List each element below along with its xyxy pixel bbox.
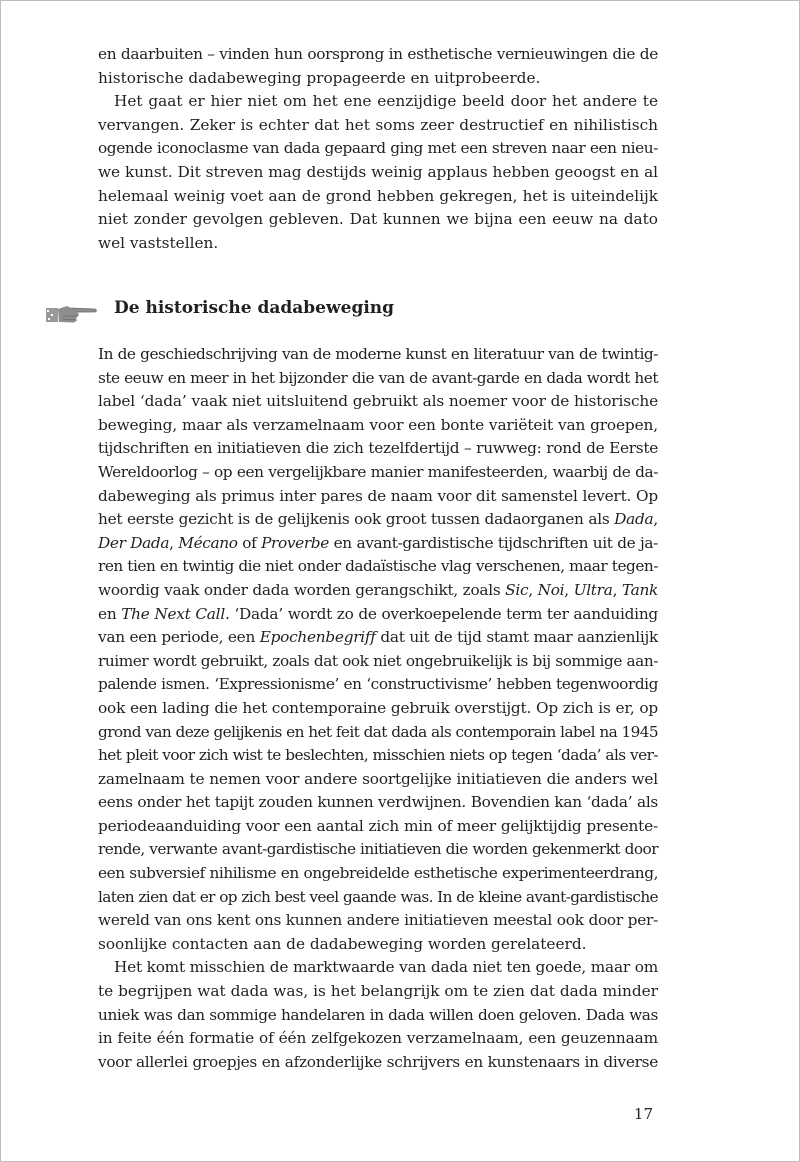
text-line: uniek was dan sommige handelaren in dada willen doen geloven. Dada was	[98, 1005, 658, 1024]
text-line: label ‘dada’ vaak niet uitsluitend gebruikt als noemer voor de historische	[98, 392, 658, 411]
text-segment: het eerste gezicht is de gelijkenis ook groot tussen dadaorganen als	[98, 510, 615, 529]
text-line: voor allerlei groepjes en afzonderlijke schrijvers en kunstenaars in diverse	[98, 1052, 658, 1071]
page-number: 17	[633, 1105, 653, 1123]
text-segment: ,	[169, 533, 179, 552]
text-line: palende ismen. ‘Expressionisme’ en ‘constructivisme’ hebben tegenwoordig	[98, 675, 658, 694]
text-line: het pleit voor zich wist te beslechten, misschien niets op tegen ‘dada’ als ver-	[98, 746, 658, 765]
journal-title: Tank	[621, 580, 659, 599]
text-line: Het gaat er hier niet om het ene eenzijdige beeld door het andere te	[114, 92, 658, 111]
text-line: eens onder het tapijt zouden kunnen verdwijnen. Bovendien kan ‘dada’ als	[98, 793, 658, 812]
text-line: ste eeuw en meer in het bijzonder die van de avant-garde en dada wordt het	[98, 368, 658, 387]
text-segment: woordig vaak onder dada worden gerangschikt, zoals	[98, 580, 506, 599]
text-line	[98, 532, 658, 556]
text-line: ruimer wordt gebruikt, zoals dat ook niet ongebruikelijk is bij sommige aan-	[98, 651, 658, 670]
text-line: wereld van ons kent ons kunnen andere initiatieven meestal ook door per-	[98, 911, 658, 930]
top-paragraphs	[98, 43, 658, 255]
text-segment: ,	[528, 580, 538, 599]
journal-title: Ultra	[573, 580, 613, 599]
text-line	[98, 508, 658, 532]
text-line	[98, 579, 658, 603]
text-segment: ,	[612, 580, 622, 599]
text-line: en daarbuiten – vinden hun oorsprong in esthetische vernieuwingen die de	[98, 45, 658, 63]
text-line: ook een lading die het contemporaine gebruik overstijgt. Op zich is er, op	[98, 698, 658, 717]
text-line: te begrijpen wat dada was, is het belangrijk om te zien dat dada minder	[98, 982, 658, 1001]
pointing-hand-icon	[45, 302, 99, 326]
journal-title: Noi	[537, 580, 565, 599]
journal-title: Dada	[614, 510, 654, 529]
text-line: ogende iconoclasme van dada gepaard ging met een streven naar een nieu-	[98, 139, 658, 158]
text-segment: dat uit de tijd stamt maar aanzienlijk	[375, 628, 658, 647]
text-line: vervangen. Zeker is echter dat het soms zeer destructief en nihilistisch	[98, 115, 658, 134]
main-paragraphs	[98, 343, 658, 1074]
text-line: tijdschriften en initiatieven die zich tezelfdertijd – ruwweg: rond de Eerste	[98, 439, 658, 458]
text-segment: ,	[653, 510, 658, 529]
text-line: dabeweging als primus inter pares de naam voor dit samenstel levert. Op	[98, 486, 658, 505]
journal-title: Sic	[505, 580, 529, 599]
text-line: periodeaanduiding voor een aantal zich min of meer gelijktijdig presente-	[98, 816, 658, 835]
term-italic: Epochenbegriff	[259, 628, 376, 647]
journal-title: Mécano	[178, 533, 238, 552]
journal-title: Proverbe	[261, 533, 329, 552]
text-line: we kunst. Dit streven mag destijds weinig applaus hebben geoogst en al	[98, 162, 658, 181]
text-line: grond van deze gelijkenis en het feit dat dada als contemporain label na 1945	[98, 722, 658, 741]
text-segment: en	[98, 604, 122, 623]
section-heading-row	[45, 294, 645, 324]
journal-title: The Next Call	[121, 604, 225, 623]
text-line: Het komt misschien de marktwaarde van dada niet ten goede, maar om	[114, 958, 658, 977]
text-segment: . ‘Dada’ wordt zo de overkoepelende term ter aanduiding	[224, 604, 658, 623]
text-line	[98, 626, 658, 650]
text-line: historische dadabeweging propageerde en uitprobeerde.	[98, 68, 541, 87]
text-line: niet zonder gevolgen gebleven. Dat kunnen we bijna een eeuw na dato	[98, 210, 658, 229]
text-line: wel vaststellen.	[98, 233, 219, 252]
text-line: Wereldoorlog – op een vergelijkbare manier manifesteerden, waarbij de da-	[98, 462, 658, 481]
text-segment: of	[237, 533, 262, 552]
text-line: helemaal weinig voet aan de grond hebben gekregen, het is uiteindelijk	[98, 186, 658, 205]
text-line: beweging, maar als verzamelnaam voor een bonte variëteit van groepen,	[98, 415, 658, 434]
text-line: soonlijke contacten aan de dadabeweging worden gerelateerd.	[98, 934, 587, 953]
text-line: rende, verwante avant-gardistische initiatieven die worden gekenmerkt door	[98, 840, 658, 859]
section-heading: De historische dadabeweging	[114, 298, 395, 318]
text-line: in feite één formatie of één zelfgekozen verzamelnaam, een geuzennaam	[98, 1029, 658, 1048]
text-segment: ,	[564, 580, 574, 599]
text-line	[98, 603, 658, 627]
text-line: laten zien dat er op zich best veel gaande was. In de kleine avant-gardistische	[98, 887, 658, 906]
text-line: zamelnaam te nemen voor andere soortgelijke initiatieven die anders wel	[98, 769, 658, 788]
text-line: een subversief nihilisme en ongebreidelde esthetische experimenteerdrang,	[98, 864, 658, 883]
text-segment: van een periode, een	[98, 628, 260, 647]
journal-title: Der Dada	[98, 533, 170, 552]
text-line: ren tien en twintig die niet onder dadaïstische vlag verschenen, maar tegen-	[98, 557, 658, 576]
text-line: In de geschiedschrijving van de moderne kunst en literatuur van de twintig-	[98, 345, 658, 363]
text-segment: en avant-gardistische tijdschriften uit de ja-	[328, 533, 658, 552]
